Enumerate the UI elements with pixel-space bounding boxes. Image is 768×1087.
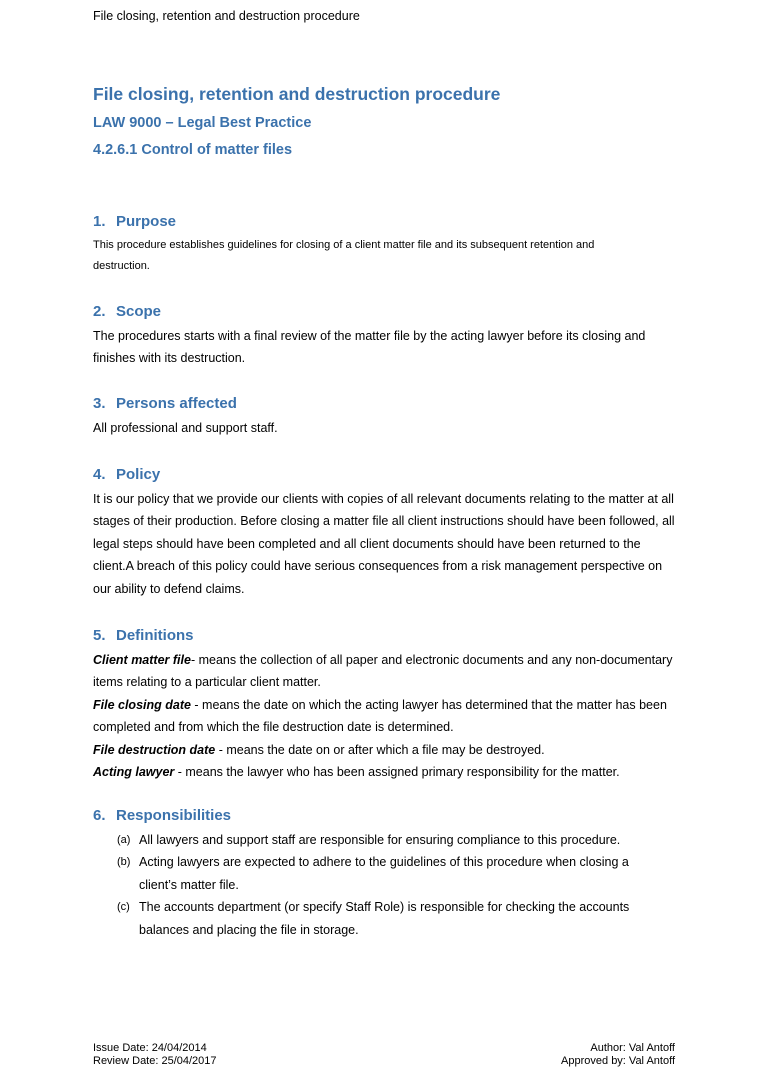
section-heading: 5. Definitions	[93, 627, 194, 644]
section-text: All professional and support staff.	[93, 421, 278, 435]
document-title: File closing, retention and destruction procedure	[93, 84, 501, 104]
review-date: Review Date: 25/04/2017	[93, 1055, 217, 1067]
section-responsibilities	[93, 805, 678, 941]
section-purpose	[93, 211, 678, 277]
section-definitions	[93, 625, 678, 783]
section-text: It is our policy that we provide our clients with copies of all relevant documents relating to the matter at all stages of their production. Before closing a matter file all client instructions should have been followed, all legal steps should have been completed and all client documents should have been returned to the client.A breach of this policy could have serious consequences from a risk management perspective on our ability to defend claims.	[93, 492, 675, 596]
section-policy	[93, 464, 678, 600]
section-reference: 4.2.6.1 Control of matter files	[93, 142, 293, 158]
document-subtitle: LAW 9000 – Legal Best Practice	[93, 115, 312, 131]
footer-right	[561, 1042, 675, 1068]
section-heading: 3. Persons affected	[93, 395, 237, 412]
footer-left	[93, 1042, 217, 1068]
list-item: (a) All lawyers and support staff are responsible for ensuring compliance to this procedure.	[117, 833, 621, 847]
section-text: This procedure establishes guidelines for closing of a client matter file and its subsequent retention and destruction.	[93, 239, 595, 272]
definition: Acting lawyer - means the lawyer who has been assigned primary responsibility for the matter.	[93, 765, 620, 780]
section-scope	[93, 301, 678, 370]
issue-date: Issue Date: 24/04/2014	[93, 1042, 207, 1054]
author: Author: Val Antoff	[590, 1042, 675, 1054]
list-item: (c) The accounts department (or specify Staff Role) is responsible for checking the accounts balances and placing the file in storage.	[117, 900, 630, 937]
section-heading: 4. Policy	[93, 466, 161, 483]
definitions-list	[93, 649, 678, 783]
running-header: File closing, retention and destruction procedure	[93, 9, 360, 23]
responsibilities-list	[117, 829, 678, 941]
approved-by: Approved by: Val Antoff	[561, 1055, 675, 1067]
section-persons-affected	[93, 393, 678, 439]
section-heading: 1. Purpose	[93, 213, 177, 230]
section-heading: 6. Responsibilities	[93, 807, 232, 824]
definition: Client matter file- means the collection of all paper and electronic documents and any non-documentary items relating to a particular client matter.	[93, 653, 673, 690]
definition: File closing date - means the date on which the acting lawyer has determined that the matter has been completed and from which the file destruction date is determined.	[93, 697, 667, 735]
section-heading: 2. Scope	[93, 303, 162, 320]
definition: File destruction date - means the date on or after which a file may be destroyed.	[93, 742, 545, 757]
section-text: The procedures starts with a final review of the matter file by the acting lawyer before its closing and finishes with its destruction.	[93, 329, 646, 366]
list-item: (b) Acting lawyers are expected to adhere to the guidelines of this procedure when closing a client’s matter file.	[117, 855, 629, 892]
